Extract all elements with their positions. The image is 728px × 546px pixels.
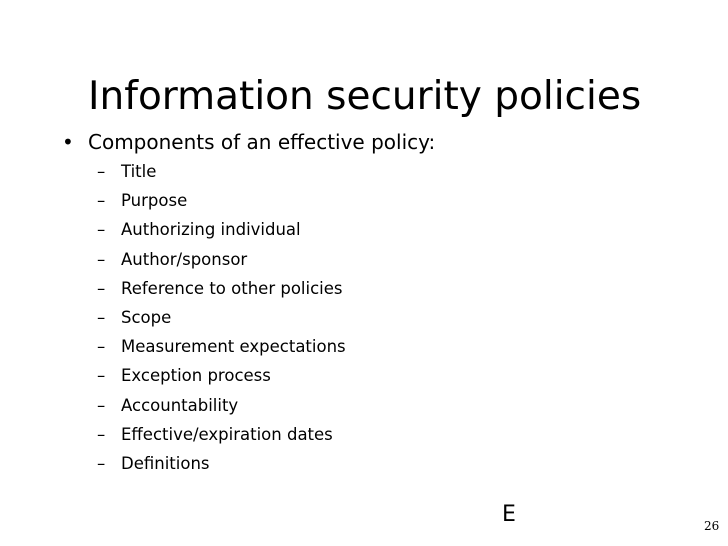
page-number: 26 — [704, 519, 720, 533]
list-item — [97, 391, 346, 420]
list-item — [97, 186, 346, 215]
list-item-text: Accountability — [121, 395, 239, 415]
dash-icon: – — [97, 308, 106, 328]
list-item-text: Author/sponsor — [121, 249, 248, 269]
dash-icon: – — [97, 395, 106, 415]
dash-icon: – — [97, 337, 106, 357]
policy-components-list — [97, 157, 346, 478]
list-item-text: Reference to other policies — [121, 278, 343, 298]
list-item — [97, 332, 346, 361]
list-item — [97, 420, 346, 449]
list-item — [97, 361, 346, 390]
dash-icon: – — [97, 249, 106, 269]
dash-icon: – — [97, 191, 106, 211]
dash-icon: – — [97, 220, 106, 240]
dash-icon: – — [97, 162, 106, 182]
dash-icon: – — [97, 453, 106, 473]
list-item — [97, 274, 346, 303]
dash-icon: – — [97, 424, 106, 444]
list-item-text: Title — [121, 162, 157, 182]
list-item-text: Exception process — [121, 366, 271, 386]
list-item-text: Authorizing individual — [121, 220, 301, 240]
list-item — [97, 449, 346, 478]
list-item-text: Effective/expiration dates — [121, 424, 333, 444]
dash-icon: – — [97, 278, 106, 298]
slide-title: Information security policies — [88, 74, 642, 119]
list-item-text: Scope — [121, 308, 172, 328]
list-item — [97, 303, 346, 332]
list-item — [97, 245, 346, 274]
list-item-text: Measurement expectations — [121, 337, 346, 357]
bullet-icon: • — [62, 130, 74, 154]
main-bullet-text: Components of an effective policy: — [88, 130, 436, 154]
list-item-text: Purpose — [121, 191, 188, 211]
list-item — [97, 215, 346, 244]
main-bullet — [62, 126, 435, 158]
list-item — [97, 157, 346, 186]
dash-icon: – — [97, 366, 106, 386]
footer-letter: E — [502, 502, 516, 527]
list-item-text: Definitions — [121, 453, 210, 473]
